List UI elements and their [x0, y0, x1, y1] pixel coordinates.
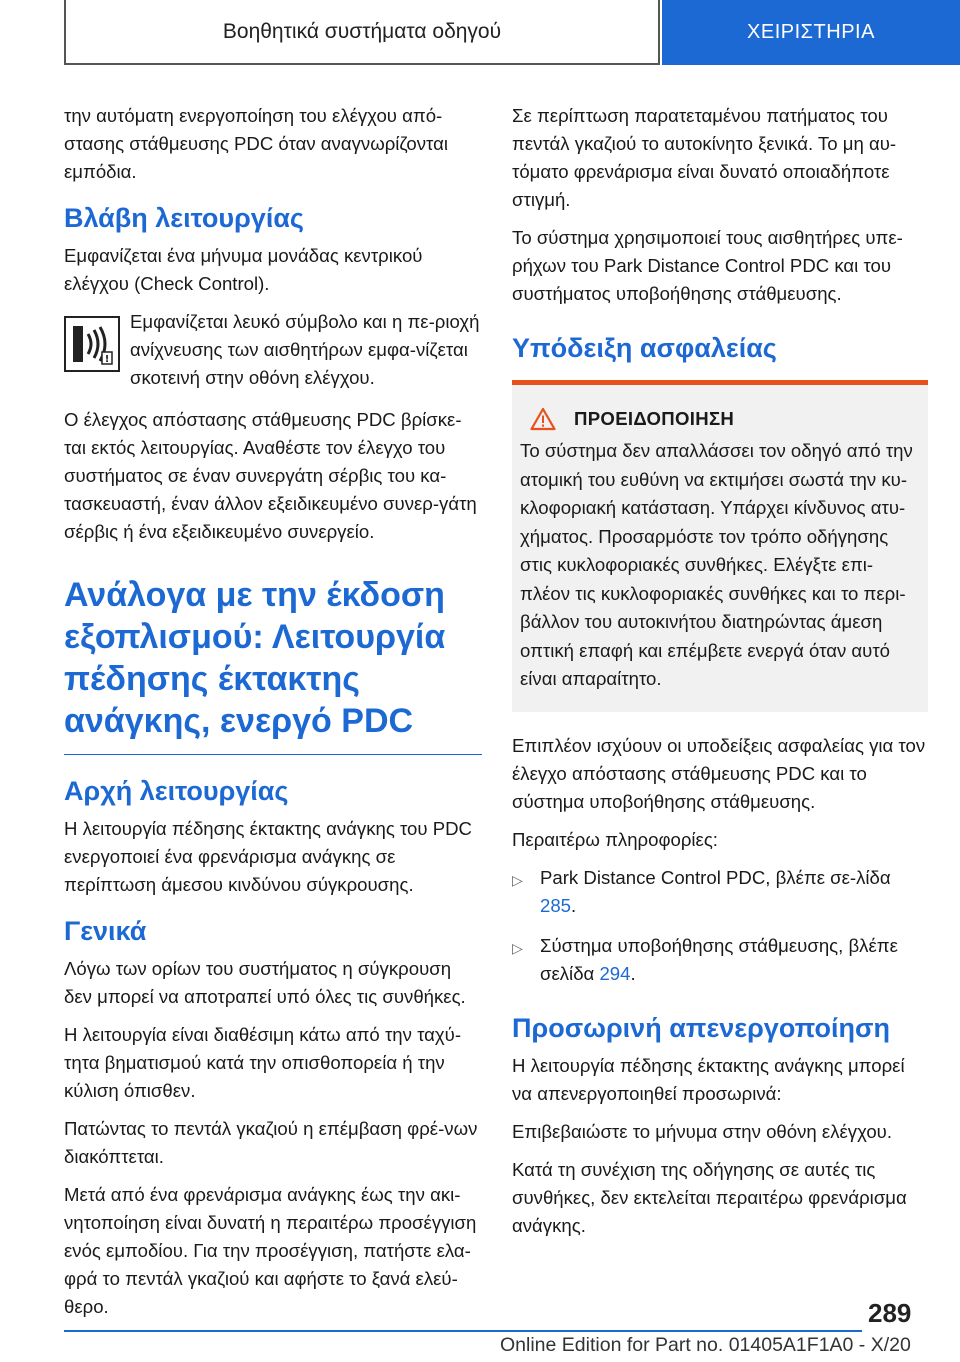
principle-heading: Αρχή λειτουργίας	[64, 776, 289, 806]
fault-paragraph-2: Ο έλεγχος απόστασης στάθμευσης PDC βρίσκε-ται εκτός λειτουργίας. Αναθέστε τον έλεγχο του συστήματος σε έναν συνεργάτη σέρβις του κα-τασκευαστή, έναν άλλον εξειδικευμένο συνερ-γάτη σέρβις ή ένα εξειδικευμένο συνεργείο.	[64, 409, 477, 542]
general-paragraph-4: Μετά από ένα φρενάρισμα ανάγκης έως την ακι-νητοποίηση είναι δυνατή η περαιτέρω προσέγγιση ενός εμποδίου. Για την προσέγγιση, πατήστε ελα-φρά το πεντάλ γκαζιού και αφήστε το ξανά ελεύ-θερο.	[64, 1184, 477, 1317]
footer-rule	[64, 1330, 862, 1332]
temp-deactivation-heading: Προσωρινή απενεργοποίηση	[512, 1012, 890, 1043]
page-link-285[interactable]: 285	[540, 894, 572, 916]
right-paragraph-1: Σε περίπτωση παρατεταμένου πατήματος του πεντάλ γκαζιού το αυτοκίνητο ξενικά. Το μη αυ-τόματο φρενάρισμα είναι δυνατό οποιαδήποτε στιγμή.	[512, 105, 897, 210]
warning-box	[512, 380, 928, 712]
header-chapter-tab[interactable]: ΧΕΙΡΙΣΤΗΡΙΑ	[662, 0, 960, 65]
general-paragraph-1: Λόγω των ορίων του συστήματος η σύγκρουση δεν μπορεί να αποτραπεί υπό όλες τις συνθήκες.	[64, 958, 466, 1007]
main-heading: Ανάλογα με την έκδοση εξοπλισμού: Λειτουργία πέδησης έκτακτης ανάγκης, ενεργό PDC	[64, 574, 482, 755]
general-paragraph-2: Η λειτουργία είναι διαθέσιμη κάτω από την ταχύ-τητα βηματισμού κατά την οπισθοπορεία ή την κύλιση όπισθεν.	[64, 1024, 462, 1101]
header-rule-right	[658, 0, 660, 64]
list-item: ▷ Σύστημα υποβοήθησης στάθμευσης, βλέπε σελίδα 294.	[512, 932, 928, 988]
general-heading: Γενικά	[64, 916, 147, 946]
page-link-294[interactable]: 294	[599, 962, 631, 984]
list-item: ▷ Park Distance Control PDC, βλέπε σε-λίδα 285.	[512, 864, 928, 920]
left-column	[64, 102, 482, 1331]
intro-paragraph: την αυτόματη ενεργοποίηση του ελέγχου από-στασης στάθμευσης PDC όταν αναγνωρίζονται εμπόδια.	[64, 105, 448, 182]
page-number: 289	[868, 1298, 912, 1328]
pdc-sensor-icon	[64, 316, 120, 372]
safety-heading: Υπόδειξη ασφαλείας	[512, 333, 777, 363]
warning-triangle-icon	[530, 407, 556, 431]
temp-paragraph-2: Επιβεβαιώστε το μήνυμα στην οθόνη ελέγχου.	[512, 1120, 893, 1142]
bullet-arrow-icon: ▷	[512, 939, 523, 956]
svg-text:!: !	[104, 354, 110, 365]
temp-paragraph-3: Κατά τη συνέχιση της οδήγησης σε αυτές τις συνθήκες, δεν εκτελείται περαιτέρω φρενάρισμα ανάγκης.	[512, 1158, 907, 1236]
warning-text: Το σύστημα δεν απαλλάσσει τον οδηγό από την ατομική του ευθύνη να εκτιμήσει σωστά την κυ-κλοφοριακή κατάσταση. Υπάρχει κίνδυνος ατυ-χήματος. Προσαρμόστε τον τρόπο οδήγησης στις κυκλοφοριακές συνθήκες. Ελέγξτε επι-πλέον τις κυκλοφοριακές συνθήκες και το περι-βάλλον του αυτοκινήτου διατηρώντας άμεση οπτική επαφή και επέμβετε ενεργά όταν αυτό είναι απαραίτητο.	[520, 440, 913, 689]
fault-paragraph-1: Εμφανίζεται ένα μήνυμα μονάδας κεντρικού ελέγχου (Check Control).	[64, 245, 423, 294]
warning-title: ΠΡΟΕΙΔΟΠΟΙΗΣΗ	[574, 408, 735, 429]
principle-paragraph: Η λειτουργία πέδησης έκτακτης ανάγκης του PDC ενεργοποιεί ένα φρενάρισμα ανάγκης σε περίπτωση άμεσου κινδύνου σύγκρουσης.	[64, 818, 472, 895]
temp-paragraph-1: Η λειτουργία πέδησης έκτακτης ανάγκης μπορεί να απενεργοποιηθεί προσωρινά:	[512, 1054, 905, 1104]
bullet-arrow-icon: ▷	[512, 871, 523, 888]
fault-icon-text: Εμφανίζεται λευκό σύμβολο και η πε-ριοχή ανίχνευσης των αισθητήρων εμφα-νίζεται σκοτεινή στην οθόνη ελέγχου.	[130, 311, 480, 388]
general-paragraph-3: Πατώντας το πεντάλ γκαζιού η επέμβαση φρέ-νων διακόπτεται.	[64, 1118, 478, 1167]
right-paragraph-3: Επιπλέον ισχύουν οι υποδείξεις ασφαλείας για τον έλεγχο απόστασης στάθμευσης PDC και το σύστημα υποβοήθησης στάθμευσης.	[512, 734, 926, 812]
bullet-text: Σύστημα υποβοήθησης στάθμευσης, βλέπε σελίδα	[540, 934, 898, 984]
fault-heading: Βλάβη λειτουργίας	[64, 203, 304, 233]
footer-edition: Online Edition for Part no. 01405A1F1A0 - X/20	[500, 1334, 911, 1356]
header-section-title: Βοηθητικά συστήματα οδηγού	[222, 19, 502, 43]
more-info-label: Περαιτέρω πληροφορίες:	[512, 828, 718, 850]
header-rule-bottom	[64, 63, 660, 65]
right-paragraph-2: Το σύστημα χρησιμοποιεί τους αισθητήρες υπε-ρήχων του Park Distance Control PDC και του συστήματος υποβοήθησης στάθμευσης.	[512, 227, 903, 304]
right-column	[512, 102, 928, 1250]
bullet-text: Park Distance Control PDC, βλέπε σε-λίδα	[540, 866, 891, 888]
fault-icon-row	[64, 308, 482, 392]
warning-title-row	[530, 407, 920, 431]
